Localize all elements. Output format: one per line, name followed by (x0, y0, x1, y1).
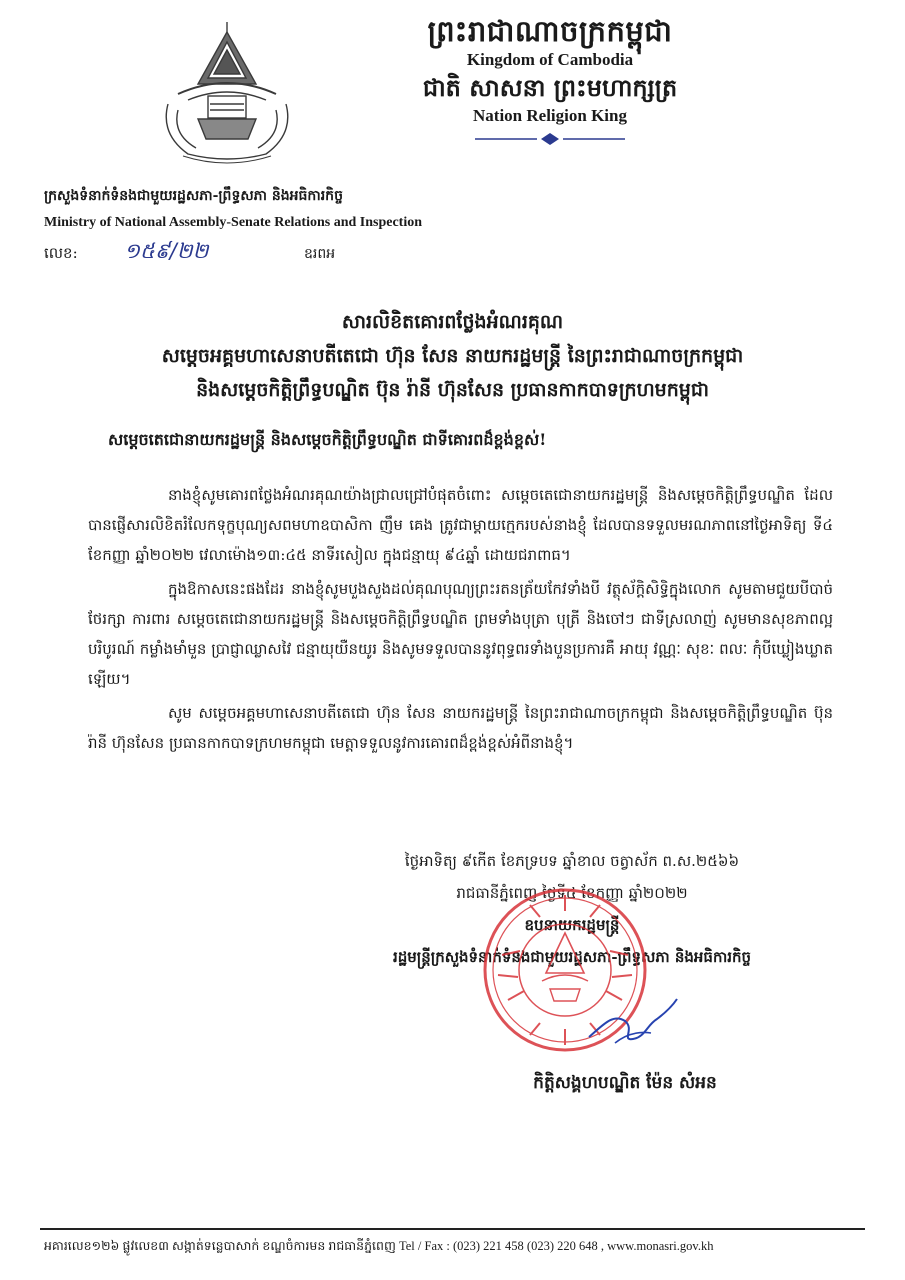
letter-title (30, 305, 875, 407)
body-paragraph-1: នាងខ្ញុំសូមគោរពថ្លែងអំណរគុណយ៉ាងជ្រាលជ្រៅបំផុតចំពោះ សម្ដេចតេជោនាយករដ្ឋមន្ត្រី និងសម្ដេចកិត្តិព្រឹទ្ធបណ្ឌិត ដែលបានផ្ញើសារលិខិតរំលែកទុក្ខបុណ្យសពមហាឧបាសិកា ញឹម គេង ត្រូវជាម្ដាយក្មេករបស់នាងខ្ញុំ ដែលបានទទួលមរណភាពនៅថ្ងៃអាទិត្យ ទី៤ ខែកញ្ញា ឆ្នាំ២០២២ វេលាម៉ោង១៣:៤៥ នាទីរសៀល ក្នុងជន្មាយុ ៩៤ឆ្នាំ ដោយជរាពាធ។ (88, 486, 833, 564)
kingdom-header (360, 14, 740, 146)
reference-number: ១៥៩/២២ (124, 239, 209, 263)
reference-line (44, 238, 335, 272)
motto-english: Nation Religion King (473, 106, 627, 125)
body-paragraph-2: ក្នុងឱកាសនេះផងដែរ នាងខ្ញុំសូមបួងសួងដល់គុណបុណ្យព្រះរតនត្រ័យកែវទាំងបី វត្ថុស័ក្ដិសិទ្ធិក្នុងលោក សូមតាមជួយបីបាច់ថែរក្សា ការពារ សម្ដេចតេជោនាយករដ្ឋមន្ត្រី និងសម្ដេចកិត្តិព្រឹទ្ធបណ្ឌិត ព្រមទាំងបុត្រា បុត្រី និងចៅៗ ជាទីស្រលាញ់ សូមមានសុខភាពល្អបរិបូរណ៍ កម្លាំងមាំមួន ប្រាជ្ញាឈ្លាសវៃ ជន្មាយុយឺនយូរ និងសូមទទួលបាននូវពុទ្ធពរទាំងបួនប្រការគឺ អាយុ វណ្ណៈ សុខៈ ពលៈ កុំបីឃ្លៀងឃ្លាតឡើយ។ (88, 580, 833, 688)
signer-role: រដ្ឋមន្ត្រីក្រសួងទំនាក់ទំនងជាមួយរដ្ឋសភា-ព្រឹទ្ធសភា និងអធិការកិច្ច (392, 948, 752, 966)
motto-khmer: ជាតិ សាសនា ព្រះមហាក្សត្រ (422, 73, 678, 102)
salutation: សម្ដេចតេជោនាយករដ្ឋមន្ត្រី និងសម្ដេចកិត្តិព្រឹទ្ធបណ្ឌិត ជាទីគោរពដ៏ខ្ពង់ខ្ពស់! (108, 430, 547, 449)
ministry-name-khmer: ក្រសួងទំនាក់ទំនងជាមួយរដ្ឋសភា-ព្រឹទ្ធសភា និងអធិការកិច្ច (44, 188, 343, 204)
signer-name: កិត្តិសង្គហបណ្ឌិត ម៉ែន សំអន (533, 1073, 717, 1093)
body-paragraph-3: សូម សម្ដេចអគ្គមហាសេនាបតីតេជោ ហ៊ុន សែន នាយករដ្ឋមន្ត្រី នៃព្រះរាជាណាចក្រកម្ពុជា និងសម្ដេចកិត្តិព្រឹទ្ធបណ្ឌិត ប៊ុន រ៉ានី ហ៊ុនសែន ប្រធានកាកបាទក្រហមកម្ពុជា មេត្តាទទួលនូវការគោរពដ៏ខ្ពង់ខ្ពស់អំពីនាងខ្ញុំ។ (88, 704, 833, 752)
reference-label: លេខ: (44, 244, 78, 262)
letter-title-line-1: សារលិខិតគោរពថ្លែងអំណរគុណ (341, 311, 564, 333)
ministry-name-english: Ministry of National Assembly-Senate Relations and Inspection (44, 215, 423, 230)
letter-body (88, 480, 833, 762)
reference-suffix: ឧរពអ (304, 246, 336, 262)
kingdom-title-english: Kingdom of Cambodia (466, 50, 634, 69)
lunar-date: ថ្ងៃអាទិត្យ ៩កើត ខែភទ្របទ ឆ្នាំខាល ចត្វាស័ក ព.ស.២៥៦៦ (404, 852, 740, 870)
footer-divider (40, 1228, 865, 1230)
letter-title-line-3: និងសម្ដេចកិត្តិព្រឹទ្ធបណ្ឌិត ប៊ុន រ៉ានី ហ៊ុនសែន ប្រធានកាកបាទក្រហមកម្ពុជា (196, 379, 709, 401)
signature-icon (585, 995, 680, 1055)
ministry-emblem-icon (138, 14, 316, 174)
ornament-divider-icon (475, 132, 625, 146)
solar-date: រាជធានីភ្នំពេញ ថ្ងៃទី៤ ខែកញ្ញា ឆ្នាំ២០២២ (456, 884, 688, 902)
footer-contact: អគារលេខ១២៦ ផ្លូវលេខ៣ សង្កាត់ទន្លេបាសាក់ ខណ្ឌចំការមន រាជធានីភ្នំពេញ Tel / Fax : (023) 221 458 (023) 220 648 , www.monasri.gov.kh (44, 1239, 714, 1253)
signer-title: ឧបនាយករដ្ឋមន្ត្រី (524, 916, 620, 934)
kingdom-title-khmer: ព្រះរាជាណាចក្រកម្ពុជា (427, 14, 673, 48)
letter-title-line-2: សម្ដេចអគ្គមហាសេនាបតីតេជោ ហ៊ុន សែន នាយករដ្ឋមន្ត្រី នៃព្រះរាជាណាចក្រកម្ពុជា (161, 345, 744, 367)
